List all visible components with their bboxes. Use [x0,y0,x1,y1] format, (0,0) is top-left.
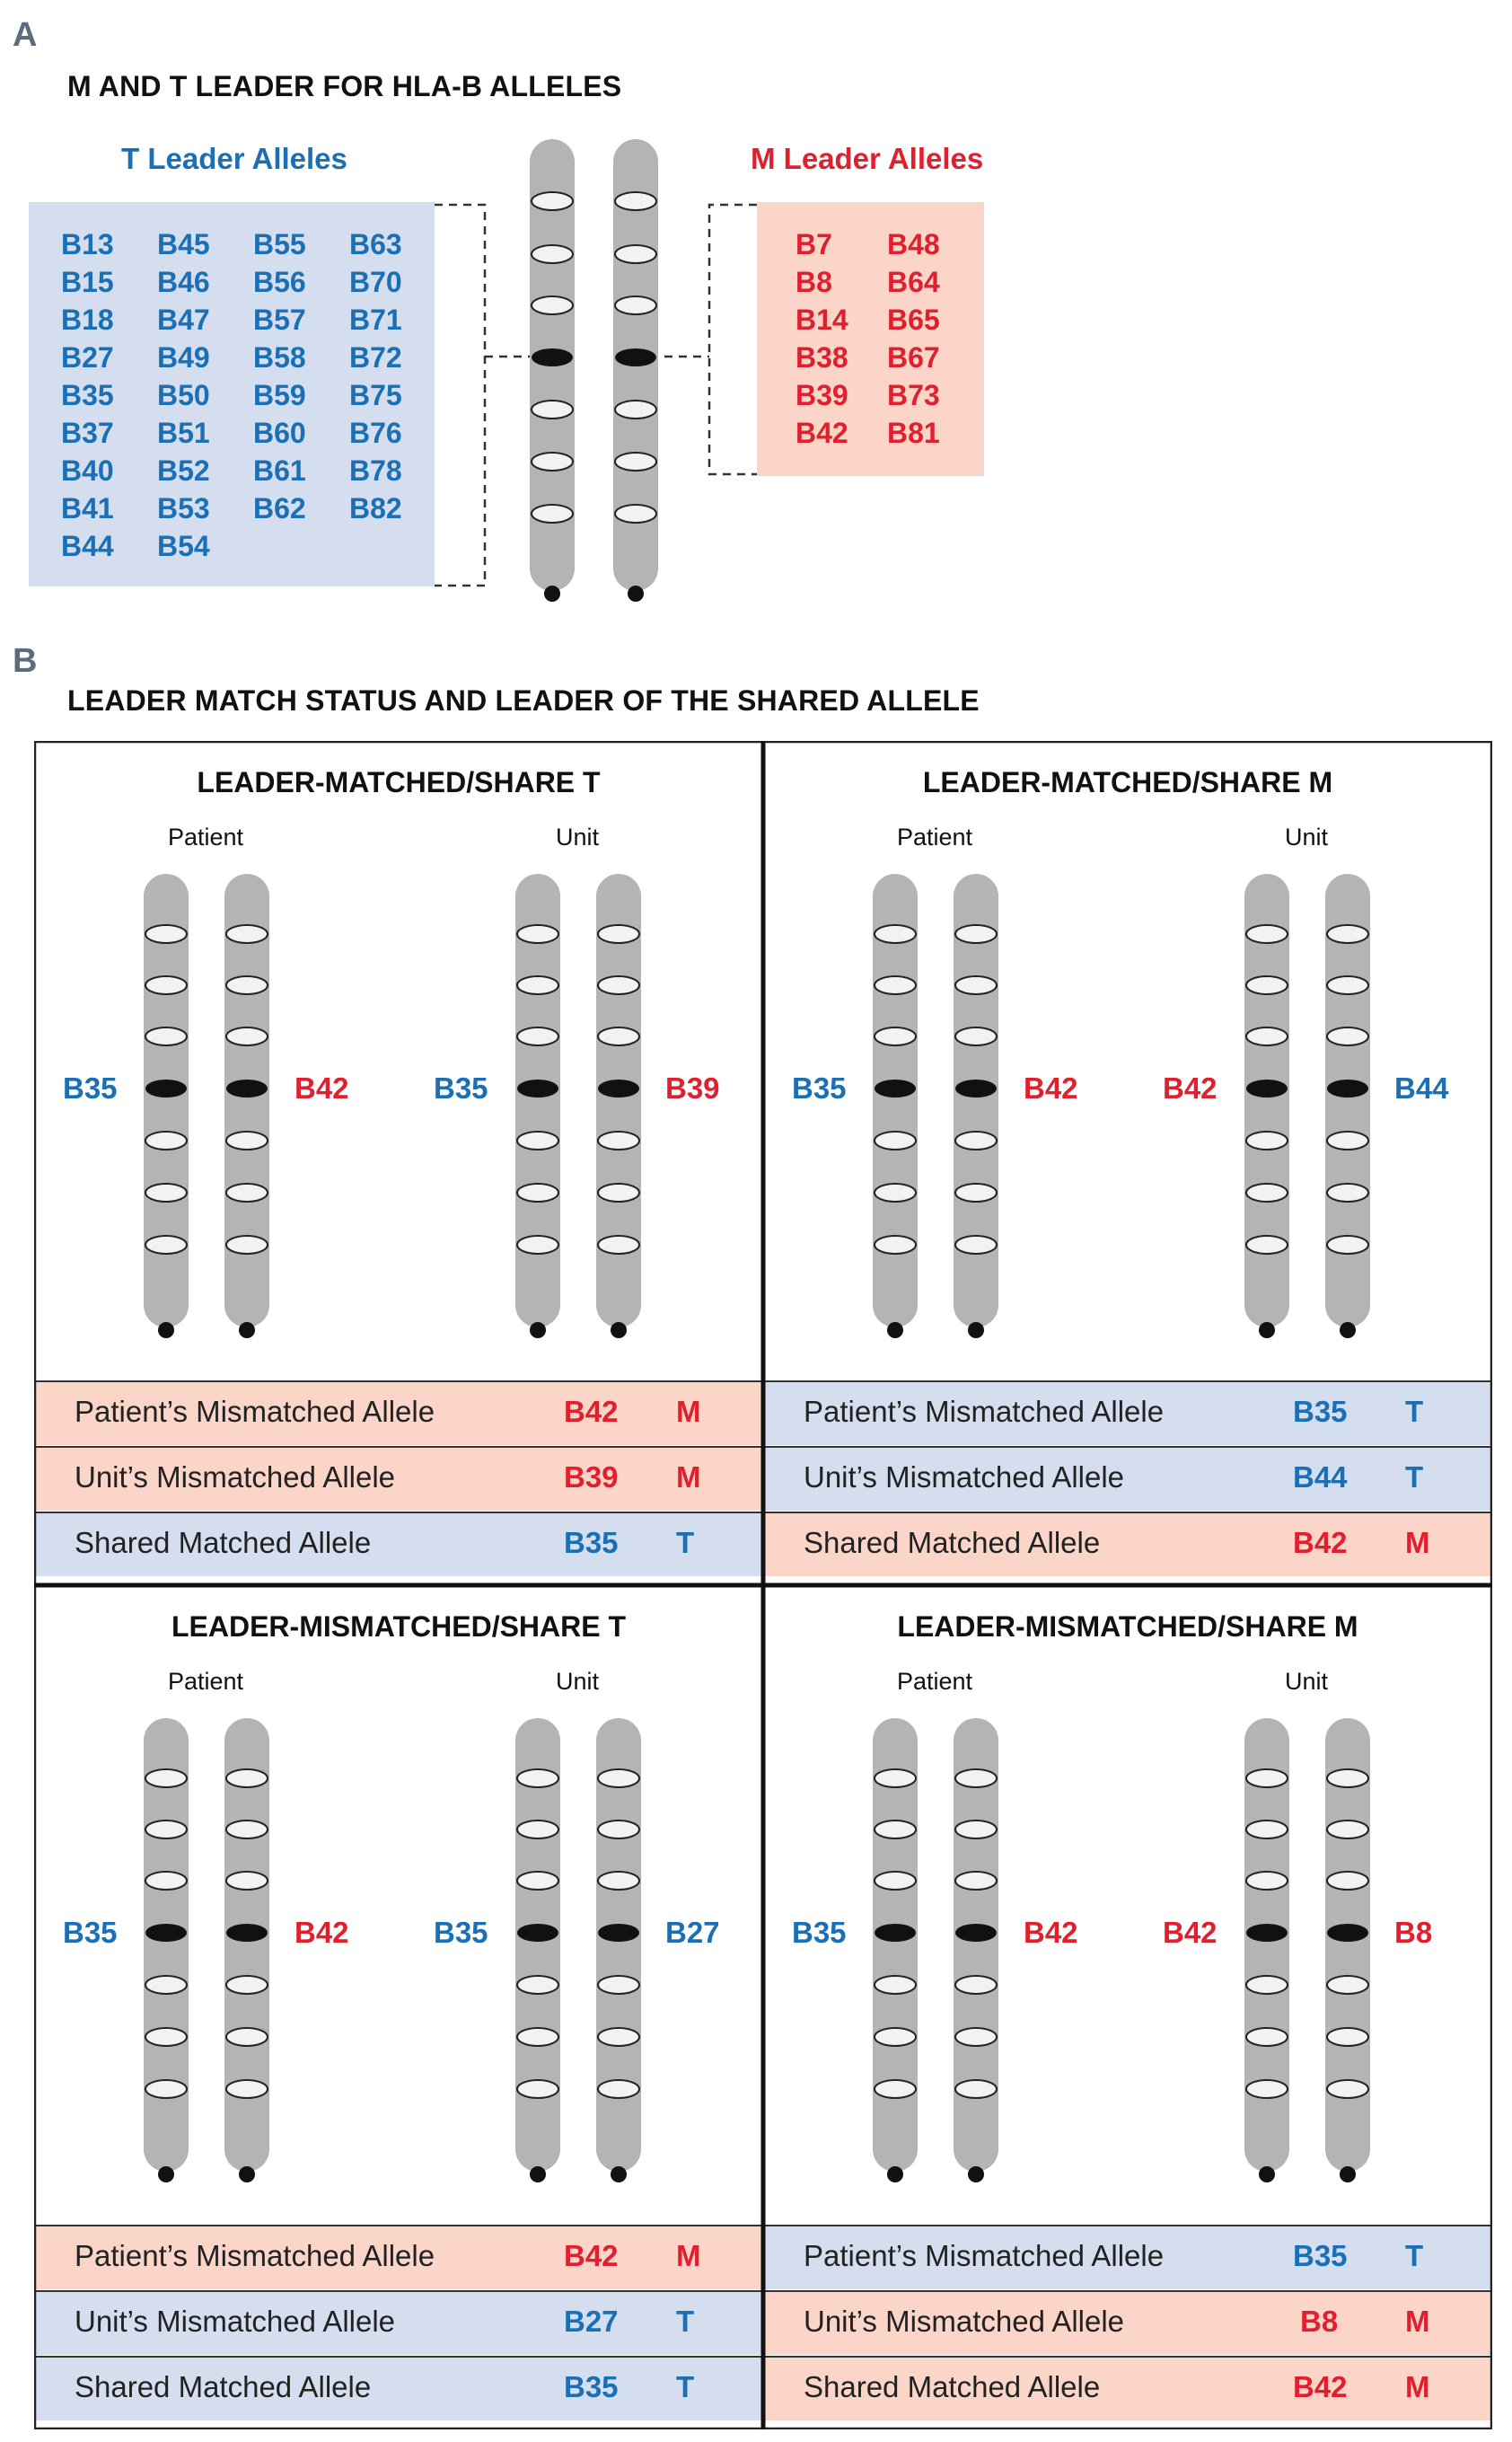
row-leader: T [676,2305,695,2338]
t-allele: B63 [349,228,402,260]
m-allele: B48 [887,228,940,260]
unit-allele-right: B44 [1394,1071,1449,1105]
t-allele: B40 [61,454,114,487]
row-allele: B44 [1293,1460,1348,1494]
t-allele: B59 [253,379,306,411]
t-allele: B58 [253,341,306,374]
t-allele: B27 [61,341,114,374]
row-label: Unit’s Mismatched Allele [804,1460,1125,1494]
row-allele: B8 [1300,2305,1339,2338]
row-label: Unit’s Mismatched Allele [75,2305,396,2338]
patient-allele-left: B35 [63,1071,118,1105]
t-allele: B15 [61,266,114,298]
row-label: Patient’s Mismatched Allele [804,1395,1165,1428]
patient-label: Patient [167,1668,244,1695]
patient-allele-left: B35 [792,1916,847,1949]
t-allele: B61 [253,454,306,487]
t-allele: B72 [349,341,402,374]
row-allele: B35 [564,2370,619,2403]
m-allele: B42 [796,417,848,449]
row-leader: T [1405,1395,1424,1428]
row-allele: B42 [1293,1526,1348,1559]
unit-allele-right: B8 [1394,1916,1433,1949]
t-allele: B45 [157,228,210,260]
m-allele: B7 [796,228,832,260]
chromosome-band [615,296,656,314]
row-allele: B42 [564,1395,619,1428]
patient-label: Patient [167,824,244,851]
t-allele: B54 [157,530,210,562]
unit-allele-left: B35 [434,1916,488,1949]
chromosome-band [615,453,656,471]
panel-a-heading: M AND T LEADER FOR HLA-B ALLELES [67,70,622,102]
t-allele: B47 [157,304,210,336]
unit-allele-right: B27 [665,1916,720,1949]
t-allele: B76 [349,417,402,449]
centromere-band [615,348,656,366]
quadrant-title: LEADER-MISMATCHED/SHARE T [171,1610,627,1643]
t-allele: B50 [157,379,210,411]
unit-allele-left: B42 [1163,1916,1218,1949]
row-label: Unit’s Mismatched Allele [75,1460,396,1494]
t-allele: B53 [157,492,210,525]
t-allele: B82 [349,492,402,525]
row-allele: B42 [1293,2370,1348,2403]
m-allele: B65 [887,304,940,336]
chromosome-band [615,401,656,419]
t-allele: B37 [61,417,114,449]
patient-allele-right: B42 [294,1916,349,1949]
row-leader: T [676,2370,695,2403]
row-leader: M [676,1460,701,1494]
row-label: Shared Matched Allele [804,1526,1101,1559]
m-allele: B8 [796,266,832,298]
row-leader: T [1405,2239,1424,2272]
chromosome-band [615,192,656,210]
t-allele: B55 [253,228,306,260]
t-allele: B57 [253,304,306,336]
row-allele: B39 [564,1460,619,1494]
m-allele: B39 [796,379,848,411]
quadrant-title: LEADER-MATCHED/SHARE T [197,766,601,798]
panel-b-letter: B [13,642,38,680]
panel-b-frame [34,741,1492,2429]
patient-allele-right: B42 [1024,1071,1078,1105]
t-allele: B62 [253,492,306,525]
t-allele: B35 [61,379,114,411]
patient-allele-right: B42 [294,1071,349,1105]
row-label: Patient’s Mismatched Allele [75,2239,435,2272]
m-leader-title: M Leader Alleles [751,142,984,175]
m-allele: B38 [796,341,848,374]
quadrant-title: LEADER-MATCHED/SHARE M [922,766,1333,798]
row-leader: T [1405,1460,1424,1494]
m-allele: B14 [796,304,848,336]
chromosome-band [532,296,573,314]
row-leader: M [1405,2370,1430,2403]
m-allele: B67 [887,341,940,374]
unit-label: Unit [1284,824,1328,851]
row-leader: M [1405,2305,1430,2338]
t-allele: B75 [349,379,402,411]
row-leader: T [676,1526,695,1559]
row-leader: M [676,2239,701,2272]
t-allele: B52 [157,454,210,487]
centromere-band [532,348,573,366]
unit-allele-left: B42 [1163,1071,1218,1105]
row-leader: M [1405,1526,1430,1559]
row-label: Shared Matched Allele [804,2370,1101,2403]
row-label: Patient’s Mismatched Allele [804,2239,1165,2272]
t-allele: B44 [61,530,114,562]
t-allele: B60 [253,417,306,449]
row-allele: B35 [564,1526,619,1559]
row-allele: B27 [564,2305,619,2338]
chromosome-band [532,401,573,419]
t-allele: B71 [349,304,402,336]
row-label: Shared Matched Allele [75,2370,372,2403]
chromosome-end-dot [628,586,644,602]
patient-allele-right: B42 [1024,1916,1078,1949]
t-allele: B49 [157,341,210,374]
panel-b-grid [34,741,1492,2429]
row-leader: M [676,1395,701,1428]
t-leader-title: T Leader Alleles [121,142,347,175]
t-allele: B56 [253,266,306,298]
chromosome-band [532,192,573,210]
unit-allele-left: B35 [434,1071,488,1105]
patient-label: Patient [896,824,973,851]
row-allele: B42 [564,2239,619,2272]
chromosome-band [532,505,573,523]
panel-a-chromosome-left [530,139,575,602]
t-allele: B46 [157,266,210,298]
panel-a-letter: A [13,16,38,54]
chromosome-band [532,245,573,263]
row-label: Unit’s Mismatched Allele [804,2305,1125,2338]
t-allele: B41 [61,492,114,525]
panel-a-chromosome-pair [0,0,1512,629]
t-allele: B51 [157,417,210,449]
unit-allele-right: B39 [665,1071,720,1105]
row-label: Patient’s Mismatched Allele [75,1395,435,1428]
chromosome-band [532,453,573,471]
unit-label: Unit [555,1668,599,1695]
t-allele: B78 [349,454,402,487]
panel-a-chromosome-right [613,139,658,602]
panel-b-heading: LEADER MATCH STATUS AND LEADER OF THE SHARED ALLELE [67,684,980,717]
m-allele: B64 [887,266,940,298]
patient-allele-left: B35 [63,1916,118,1949]
m-allele: B73 [887,379,940,411]
quadrant-title: LEADER-MISMATCHED/SHARE M [897,1610,1358,1643]
chromosome-band [615,505,656,523]
t-allele: B70 [349,266,402,298]
t-allele: B13 [61,228,114,260]
patient-allele-left: B35 [792,1071,847,1105]
row-label: Shared Matched Allele [75,1526,372,1559]
chromosome-end-dot [544,586,560,602]
row-allele: B35 [1293,1395,1348,1428]
chromosome-band [615,245,656,263]
m-allele: B81 [887,417,940,449]
unit-label: Unit [1284,1668,1328,1695]
t-allele: B18 [61,304,114,336]
unit-label: Unit [555,824,599,851]
row-allele: B35 [1293,2239,1348,2272]
patient-label: Patient [896,1668,973,1695]
